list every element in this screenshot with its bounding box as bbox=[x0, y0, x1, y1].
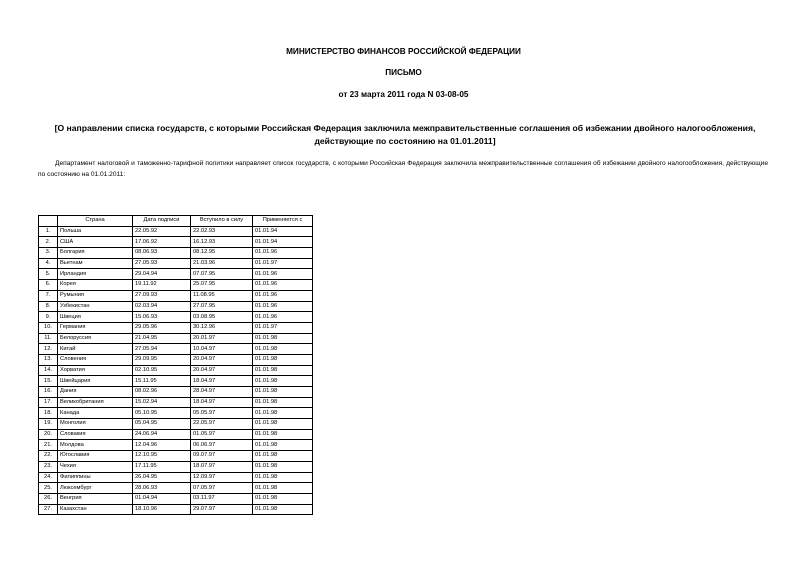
applied-from-cell: 01.01.98 bbox=[253, 461, 313, 472]
table-row bbox=[39, 461, 313, 472]
applied-from-cell: 01.01.98 bbox=[253, 440, 313, 451]
in-force-date-cell: 03.11.97 bbox=[191, 493, 253, 504]
table-row bbox=[39, 397, 313, 408]
row-number: 17. bbox=[39, 397, 58, 408]
row-number: 8. bbox=[39, 301, 58, 312]
row-number: 11. bbox=[39, 333, 58, 344]
row-number: 26. bbox=[39, 493, 58, 504]
country-cell: Румыния bbox=[58, 290, 133, 301]
in-force-date-cell: 18.04.97 bbox=[191, 376, 253, 387]
signed-date-cell: 08.02.96 bbox=[133, 387, 191, 398]
applied-from-cell: 01.01.98 bbox=[253, 354, 313, 365]
in-force-date-cell: 22.05.97 bbox=[191, 419, 253, 430]
country-cell: Польша bbox=[58, 226, 133, 237]
row-number: 1. bbox=[39, 226, 58, 237]
applied-from-cell: 01.01.96 bbox=[253, 301, 313, 312]
applied-from-cell: 01.01.98 bbox=[253, 429, 313, 440]
in-force-date-cell: 18.04.97 bbox=[191, 397, 253, 408]
in-force-date-cell: 30.12.96 bbox=[191, 322, 253, 333]
country-cell: Венгрия bbox=[58, 493, 133, 504]
table-row bbox=[39, 504, 313, 515]
document-type: ПИСЬМО bbox=[385, 68, 422, 77]
in-force-date-cell: 28.04.97 bbox=[191, 387, 253, 398]
applied-from-cell: 01.01.98 bbox=[253, 365, 313, 376]
country-cell: Узбекистан bbox=[58, 301, 133, 312]
country-cell: Ирландия bbox=[58, 269, 133, 280]
in-force-date-cell: 08.12.95 bbox=[191, 248, 253, 259]
in-force-date-cell: 05.05.97 bbox=[191, 408, 253, 419]
table-row bbox=[39, 237, 313, 248]
table-row bbox=[39, 429, 313, 440]
signed-date-cell: 29.04.94 bbox=[133, 269, 191, 280]
table-row bbox=[39, 301, 313, 312]
table-row bbox=[39, 354, 313, 365]
in-force-date-cell: 01.05.97 bbox=[191, 429, 253, 440]
in-force-date-cell: 20.04.97 bbox=[191, 354, 253, 365]
applied-from-cell: 01.01.96 bbox=[253, 312, 313, 323]
applied-from-cell: 01.01.94 bbox=[253, 226, 313, 237]
document-subject: [О направлении списка государств, с которыми Российская Федерация заключила межправительственные соглашения об избежании двойного налогообложения, действующие по состоянию на 01.01.2011] bbox=[54, 123, 756, 146]
country-cell: США bbox=[58, 237, 133, 248]
row-number: 3. bbox=[39, 248, 58, 259]
column-header-country: Страна bbox=[58, 216, 133, 227]
in-force-date-cell: 07.07.95 bbox=[191, 269, 253, 280]
in-force-date-cell: 18.07.97 bbox=[191, 461, 253, 472]
signed-date-cell: 01.04.94 bbox=[133, 493, 191, 504]
row-number: 19. bbox=[39, 419, 58, 430]
row-number: 20. bbox=[39, 429, 58, 440]
applied-from-cell: 01.01.98 bbox=[253, 472, 313, 483]
country-cell: Монголия bbox=[58, 419, 133, 430]
in-force-date-cell: 09.07.97 bbox=[191, 451, 253, 462]
row-number: 2. bbox=[39, 237, 58, 248]
table-row bbox=[39, 226, 313, 237]
country-cell: Филиппины bbox=[58, 472, 133, 483]
column-header-applied-from: Применяется с bbox=[253, 216, 313, 227]
in-force-date-cell: 25.07.95 bbox=[191, 280, 253, 291]
signed-date-cell: 27.05.93 bbox=[133, 258, 191, 269]
row-number: 16. bbox=[39, 387, 58, 398]
signed-date-cell: 17.11.95 bbox=[133, 461, 191, 472]
signed-date-cell: 08.06.93 bbox=[133, 248, 191, 259]
signed-date-cell: 05.10.95 bbox=[133, 408, 191, 419]
treaty-table bbox=[38, 215, 313, 515]
applied-from-cell: 01.01.96 bbox=[253, 248, 313, 259]
column-header-in-force: Вступило в силу bbox=[191, 216, 253, 227]
applied-from-cell: 01.01.98 bbox=[253, 419, 313, 430]
signed-date-cell: 21.04.95 bbox=[133, 333, 191, 344]
table-row bbox=[39, 269, 313, 280]
applied-from-cell: 01.01.97 bbox=[253, 258, 313, 269]
table-row bbox=[39, 280, 313, 291]
row-number: 14. bbox=[39, 365, 58, 376]
table-body bbox=[39, 226, 313, 515]
row-number: 9. bbox=[39, 312, 58, 323]
table-row bbox=[39, 440, 313, 451]
table-row bbox=[39, 365, 313, 376]
signed-date-cell: 12.10.95 bbox=[133, 451, 191, 462]
applied-from-cell: 01.01.96 bbox=[253, 269, 313, 280]
document-date: от 23 марта 2011 года N 03-08-05 bbox=[338, 90, 469, 99]
in-force-date-cell: 06.06.97 bbox=[191, 440, 253, 451]
table-row bbox=[39, 387, 313, 398]
row-number: 24. bbox=[39, 472, 58, 483]
row-number: 6. bbox=[39, 280, 58, 291]
table-header-row bbox=[39, 216, 313, 227]
applied-from-cell: 01.01.98 bbox=[253, 504, 313, 515]
in-force-date-cell: 22.02.93 bbox=[191, 226, 253, 237]
signed-date-cell: 29.05.96 bbox=[133, 322, 191, 333]
row-number: 13. bbox=[39, 354, 58, 365]
signed-date-cell: 17.06.92 bbox=[133, 237, 191, 248]
row-number: 15. bbox=[39, 376, 58, 387]
signed-date-cell: 27.05.94 bbox=[133, 344, 191, 355]
signed-date-cell: 18.10.96 bbox=[133, 504, 191, 515]
signed-date-cell: 02.10.95 bbox=[133, 365, 191, 376]
signed-date-cell: 29.09.95 bbox=[133, 354, 191, 365]
applied-from-cell: 01.01.98 bbox=[253, 333, 313, 344]
country-cell: Казахстан bbox=[58, 504, 133, 515]
country-cell: Корея bbox=[58, 280, 133, 291]
country-cell: Словакия bbox=[58, 429, 133, 440]
signed-date-cell: 28.06.93 bbox=[133, 483, 191, 494]
signed-date-cell: 15.02.94 bbox=[133, 397, 191, 408]
country-cell: Югославия bbox=[58, 451, 133, 462]
country-cell: Дания bbox=[58, 387, 133, 398]
row-number: 27. bbox=[39, 504, 58, 515]
table-row bbox=[39, 451, 313, 462]
row-number: 7. bbox=[39, 290, 58, 301]
country-cell: Швейцария bbox=[58, 376, 133, 387]
applied-from-cell: 01.01.98 bbox=[253, 376, 313, 387]
table-row bbox=[39, 290, 313, 301]
applied-from-cell: 01.01.94 bbox=[253, 237, 313, 248]
table-row bbox=[39, 483, 313, 494]
row-number: 5. bbox=[39, 269, 58, 280]
table-row bbox=[39, 493, 313, 504]
signed-date-cell: 15.11.95 bbox=[133, 376, 191, 387]
row-number: 4. bbox=[39, 258, 58, 269]
country-cell: Словения bbox=[58, 354, 133, 365]
applied-from-cell: 01.01.98 bbox=[253, 493, 313, 504]
applied-from-cell: 01.01.96 bbox=[253, 290, 313, 301]
in-force-date-cell: 16.12.93 bbox=[191, 237, 253, 248]
row-number: 18. bbox=[39, 408, 58, 419]
in-force-date-cell: 27.07.95 bbox=[191, 301, 253, 312]
column-header-signed: Дата подписи bbox=[133, 216, 191, 227]
in-force-date-cell: 07.05.97 bbox=[191, 483, 253, 494]
intro-paragraph: Департамент налоговой и таможенно-тарифной политики направляет список государств, с которыми Российская Федерация заключила межправительственные соглашения об избежании двойного налогообложения, действующие по состоянию на 01.01.2011: bbox=[38, 160, 768, 178]
country-cell: Белоруссия bbox=[58, 333, 133, 344]
country-cell: Чехия bbox=[58, 461, 133, 472]
country-cell: Болгария bbox=[58, 248, 133, 259]
applied-from-cell: 01.01.96 bbox=[253, 280, 313, 291]
in-force-date-cell: 10.04.97 bbox=[191, 344, 253, 355]
country-cell: Китай bbox=[58, 344, 133, 355]
in-force-date-cell: 03.08.95 bbox=[191, 312, 253, 323]
table-row bbox=[39, 312, 313, 323]
country-cell: Швеция bbox=[58, 312, 133, 323]
signed-date-cell: 26.04.95 bbox=[133, 472, 191, 483]
country-cell: Германия bbox=[58, 322, 133, 333]
table-row bbox=[39, 408, 313, 419]
table-row bbox=[39, 248, 313, 259]
signed-date-cell: 27.09.93 bbox=[133, 290, 191, 301]
signed-date-cell: 02.03.94 bbox=[133, 301, 191, 312]
signed-date-cell: 15.06.93 bbox=[133, 312, 191, 323]
row-number: 22. bbox=[39, 451, 58, 462]
country-cell: Канада bbox=[58, 408, 133, 419]
column-header-number bbox=[39, 216, 58, 227]
signed-date-cell: 05.04.95 bbox=[133, 419, 191, 430]
signed-date-cell: 19.11.92 bbox=[133, 280, 191, 291]
country-cell: Вьетнам bbox=[58, 258, 133, 269]
row-number: 25. bbox=[39, 483, 58, 494]
in-force-date-cell: 12.09.97 bbox=[191, 472, 253, 483]
signed-date-cell: 22.05.92 bbox=[133, 226, 191, 237]
in-force-date-cell: 20.01.97 bbox=[191, 333, 253, 344]
applied-from-cell: 01.01.98 bbox=[253, 344, 313, 355]
applied-from-cell: 01.01.98 bbox=[253, 397, 313, 408]
applied-from-cell: 01.01.98 bbox=[253, 451, 313, 462]
table-row bbox=[39, 376, 313, 387]
signed-date-cell: 12.04.96 bbox=[133, 440, 191, 451]
table-row bbox=[39, 419, 313, 430]
ministry-title: МИНИСТЕРСТВО ФИНАНСОВ РОССИЙСКОЙ ФЕДЕРАЦИИ bbox=[286, 47, 521, 56]
row-number: 21. bbox=[39, 440, 58, 451]
country-cell: Люксембург bbox=[58, 483, 133, 494]
row-number: 12. bbox=[39, 344, 58, 355]
in-force-date-cell: 21.03.96 bbox=[191, 258, 253, 269]
table-row bbox=[39, 258, 313, 269]
applied-from-cell: 01.01.97 bbox=[253, 322, 313, 333]
row-number: 23. bbox=[39, 461, 58, 472]
table-row bbox=[39, 344, 313, 355]
table-row bbox=[39, 472, 313, 483]
applied-from-cell: 01.01.98 bbox=[253, 387, 313, 398]
row-number: 10. bbox=[39, 322, 58, 333]
country-cell: Молдова bbox=[58, 440, 133, 451]
in-force-date-cell: 20.04.97 bbox=[191, 365, 253, 376]
table-row bbox=[39, 322, 313, 333]
in-force-date-cell: 29.07.97 bbox=[191, 504, 253, 515]
in-force-date-cell: 11.08.95 bbox=[191, 290, 253, 301]
table-row bbox=[39, 333, 313, 344]
country-cell: Великобритания bbox=[58, 397, 133, 408]
applied-from-cell: 01.01.98 bbox=[253, 483, 313, 494]
applied-from-cell: 01.01.98 bbox=[253, 408, 313, 419]
country-cell: Хорватия bbox=[58, 365, 133, 376]
signed-date-cell: 24.06.94 bbox=[133, 429, 191, 440]
